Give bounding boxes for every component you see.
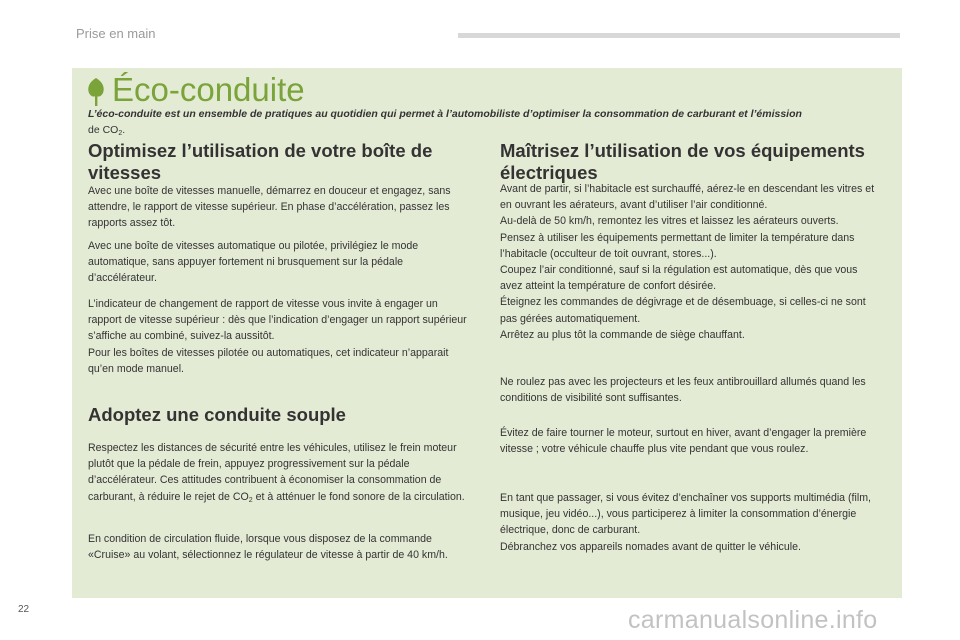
page-number: 22 [18, 604, 30, 615]
intro-subscript: 2 [118, 130, 123, 137]
leaf-icon [86, 78, 106, 106]
para-manual-gearbox: Avec une boîte de vitesses manuelle, démarrez en douceur et engagez, sans attendre, le rapport de vitesse supérieur. En phase d’accélération, passez les rapports assez tôt. [88, 185, 451, 230]
para-safety-post: et à atténuer le fond sonore de la circulation. [252, 490, 465, 503]
tip-line: Au-delà de 50 km/h, remontez les vitres et laissez les aérateurs ouverts. [500, 215, 839, 228]
heading-gearbox: Optimisez l’utilisation de votre boîte de vitesses [88, 140, 433, 183]
tip-line: Arrêtez au plus tôt la commande de siège chauffant. [500, 328, 745, 341]
page-title: Éco-conduite [112, 71, 305, 108]
co2-subscript: 2 [248, 496, 253, 504]
para-auto-gearbox: Avec une boîte de vitesses automatique ou pilotée, privilégiez le mode automatique, sans appuyer fortement ni brusquement sur la pédale d’accélérateur. [88, 240, 419, 285]
header-rule [458, 33, 900, 38]
intro-tail-end: . [122, 124, 126, 136]
heading-smooth-driving: Adoptez une conduite souple [88, 404, 346, 425]
para-safety-distances [88, 440, 473, 509]
para-gear-indicator-a: L’indicateur de changement de rapport de vitesse vous invite à engager un rapport de vitesse supérieur : dès que l’indication d’engager un rapport supérieur s’affiche au combiné, suivez-la aussitôt. [88, 298, 467, 343]
watermark: carmanualsonline.info [628, 606, 878, 634]
para-gear-indicator-b: Pour les boîtes de vitesses pilotée ou automatiques, cet indicateur n’apparait qu’en mode manuel. [88, 346, 449, 375]
para-engine-warmup: Évitez de faire tourner le moteur, surtout en hiver, avant d’engager la première vitesse ; votre véhicule chauffe plus vite pendant que vous roulez. [500, 427, 867, 456]
intro-text [88, 106, 888, 142]
para-safety-pre: Respectez les distances de sécurité entre les véhicules, utilisez le frein moteur plutôt que la pédale de frein, appuyez progressivement sur la pédale d’accélérateur. Ces attitudes contribuent à économiser la consommation de carburant, à réduire le rejet de CO [88, 442, 457, 503]
para-passenger-devices [500, 490, 880, 555]
para-cruise-control: En condition de circulation fluide, lorsque vous disposez de la commande «Cruise» au volant, sélectionnez le régulateur de vitesse à partir de 40 km/h. [88, 533, 448, 562]
para-gear-indicator [88, 296, 473, 377]
intro-tail: de CO [88, 124, 119, 136]
para-passenger-b: Débranchez vos appareils nomades avant de quitter le véhicule. [500, 540, 801, 553]
heading-electrical: Maîtrisez l’utilisation de vos équipements électriques [500, 140, 865, 183]
intro-lead: L’éco-conduite est un ensemble de pratiques au quotidien qui permet à l’automobiliste d’optimiser la consommation de carburant et l’émission [88, 108, 802, 120]
tip-line: Avant de partir, si l’habitacle est surchauffé, aérez-le en descendant les vitres et en ouvrant les aérateurs, avant d’utiliser l’air conditionné. [500, 183, 875, 212]
section-header: Prise en main [76, 26, 156, 41]
tip-line: Pensez à utiliser les équipements permettant de limiter la température dans l’habitacle (occulteur de toit ouvrant, stores...). [500, 231, 855, 260]
para-headlights: Ne roulez pas avec les projecteurs et les feux antibrouillard allumés quand les conditions de visibilité sont suffisantes. [500, 376, 866, 405]
tip-line: Coupez l’air conditionné, sauf si la régulation est automatique, dès que vous avez atteint la température de confort désirée. [500, 264, 858, 293]
para-electrical-tips [500, 181, 880, 343]
tip-line: Éteignez les commandes de dégivrage et de désembuage, si celles-ci ne sont pas gérées automatiquement. [500, 296, 866, 325]
para-passenger-a: En tant que passager, si vous évitez d’enchaîner vos supports multimédia (film, musique, jeu vidéo...), vous participerez à limiter la consommation d’énergie électrique, donc de carburant. [500, 492, 871, 537]
